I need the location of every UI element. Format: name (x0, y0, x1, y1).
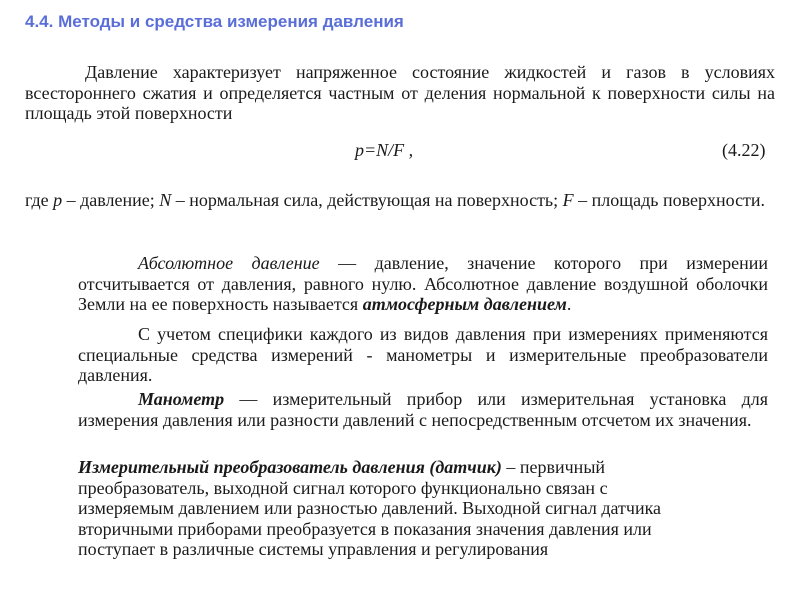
sensor-paragraph (78, 457, 688, 560)
n-definition: – нормальная сила, действующая на поверхность; (171, 190, 563, 210)
absolute-pressure-term: Абсолютное давление (138, 253, 320, 273)
absolute-pressure-text: — давление, значение которого при измерении отсчитывается от давления, равного нулю. Абсолютное давление воздушной оболочки Земли на ее поверхность называется (78, 253, 769, 314)
symbol-f: F (562, 190, 574, 210)
manometer-paragraph (78, 389, 768, 430)
definitions-paragraph (25, 190, 775, 211)
f-definition: – площадь поверхности. (573, 190, 766, 210)
sensor-term: Измерительный преобразователь давления (датчик) (78, 457, 502, 477)
intro-paragraph (25, 62, 775, 124)
page-title: 4.4. Методы и средства измерения давления (25, 12, 404, 31)
atmospheric-pressure-term: атмосферным давлением (362, 294, 567, 314)
absolute-pressure-paragraph (78, 253, 768, 315)
p-definition: – давление; (62, 190, 160, 210)
manometer-term: Манометр (138, 389, 225, 409)
intro-text: Давление характеризует напряженное состояние жидкостей и газов в условиях всестороннего сжатия и определяется частным от деления нормальной к поверхности силы на площадь этой поверхности (25, 62, 775, 123)
instruments-paragraph (78, 324, 768, 386)
pressure-formula: p=N/F , (355, 140, 414, 160)
formula-number: (4.22) (722, 140, 766, 160)
instruments-text: С учетом специфики каждого из видов давления при измерениях применяются специальные средства измерений - манометры и измерительные преобразователи давления. (78, 324, 768, 385)
sensor-text: – первичный преобразователь, выходной сигнал которого функционально связан с измеряемым давлением или разностью давлений. Выходной сигнал датчика вторичными приборами преобразуется в показания значения давления или поступает в различные системы управления и регулирования (78, 457, 662, 559)
where-prefix: где (25, 190, 54, 210)
manometer-text: — измерительный прибор или измерительная установка для измерения давления или разности давлений с непосредственным отсчетом их значения. (78, 389, 768, 430)
symbol-n: N (159, 190, 172, 210)
symbol-p: p (53, 190, 63, 210)
absolute-pressure-end: . (566, 294, 572, 314)
